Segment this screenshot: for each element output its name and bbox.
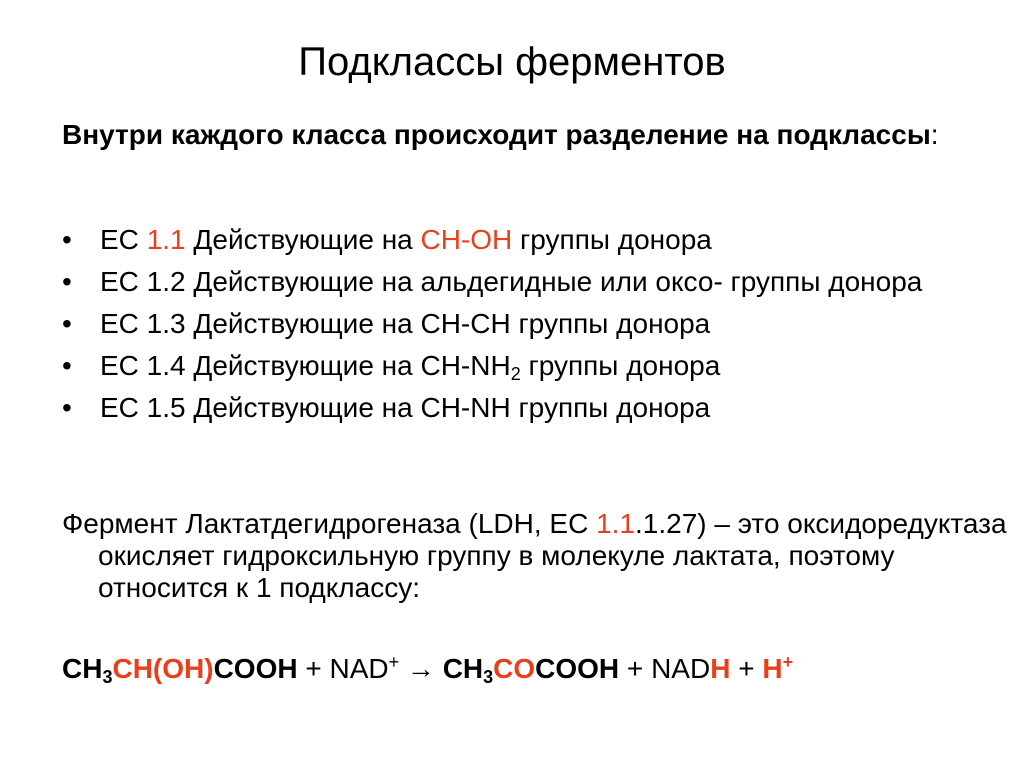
pyruvate-cooh: COOH	[535, 653, 620, 684]
nadh-h: H	[710, 653, 731, 684]
bullet-prefix: EC 1.4 Действующие на CH-NH	[100, 350, 511, 381]
slide-title: Подклассы ферментов	[298, 40, 726, 84]
bullet-text: EC 1.5 Действующие на CH-NH группы донора	[100, 392, 711, 423]
nadh: NAD	[651, 653, 711, 684]
bullet-icon: •	[62, 224, 72, 255]
reaction-equation	[62, 652, 1002, 686]
pyruvate-ch: CH	[442, 653, 484, 684]
group-highlight: CH-OH	[420, 224, 513, 255]
list-item	[62, 350, 1002, 382]
subclass-list	[62, 224, 1002, 434]
subscript: 3	[102, 667, 113, 687]
plus-sign: +	[730, 653, 763, 684]
intro-text	[62, 118, 998, 152]
superscript: +	[388, 652, 400, 672]
intro-bold-text: Внутри каждого класса происходит разделение на подклассы	[62, 119, 931, 150]
intro-colon: :	[930, 119, 939, 150]
bullet-prefix: EC	[100, 224, 147, 255]
bullet-icon: •	[62, 350, 72, 381]
bullet-icon: •	[62, 266, 72, 297]
list-item	[62, 266, 1002, 298]
lactate-cooh: COOH	[213, 653, 298, 684]
nad: NAD	[329, 653, 389, 684]
bullet-middle: Действующие на	[185, 224, 421, 255]
list-item	[62, 224, 1002, 256]
para-part1: Фермент Лактатдегидрогеназа (LDH, EC	[62, 508, 597, 539]
bullet-text: EC 1.2 Действующие на альдегидные или оксо- группы донора	[100, 266, 923, 297]
bullet-text: EC 1.3 Действующие на CH-CH группы донора	[100, 308, 711, 339]
bullet-suffix: группы донора	[520, 350, 721, 381]
ec-code-highlight: 1.1	[146, 224, 186, 255]
bullet-icon: •	[62, 392, 72, 423]
subscript: 2	[510, 364, 521, 384]
pyruvate-co: CO	[493, 653, 536, 684]
proton-h: H	[762, 653, 783, 684]
superscript: +	[782, 652, 794, 672]
para-part2: .1.27) – это оксидоредуктаза окисляет гидроксильную группу в молекуле лактата, поэтому относится к 1 подклассу:	[98, 508, 1007, 603]
plus-sign: +	[619, 653, 652, 684]
lactate-ch: CH	[62, 653, 103, 684]
list-item	[62, 392, 1002, 424]
ldh-paragraph	[62, 508, 1018, 604]
plus-sign: +	[297, 653, 330, 684]
list-item	[62, 308, 1002, 340]
bullet-icon: •	[62, 308, 72, 339]
bullet-suffix: группы донора	[512, 224, 712, 255]
ec-code-highlight: 1.1	[596, 508, 636, 539]
lactate-choh: CH(OH)	[112, 653, 214, 684]
subscript: 3	[483, 667, 494, 687]
reaction-arrow: →	[399, 653, 443, 684]
